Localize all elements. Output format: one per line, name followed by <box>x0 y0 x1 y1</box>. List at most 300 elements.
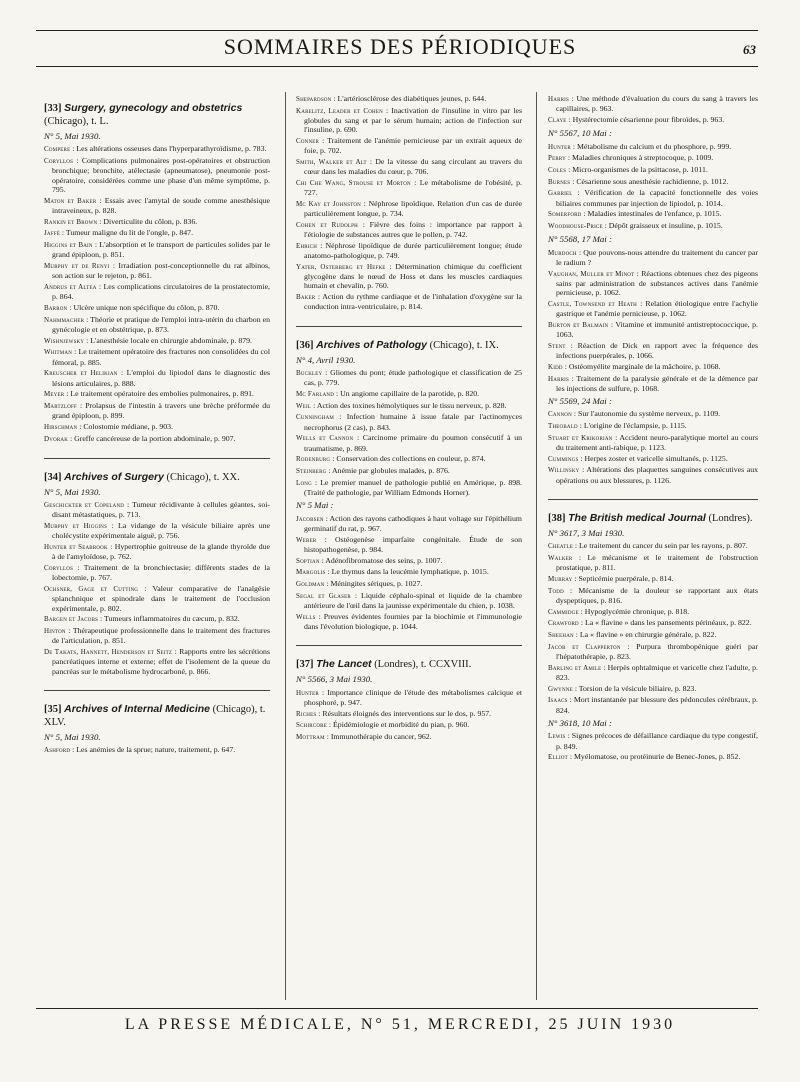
article-authors: Meyer <box>44 390 65 399</box>
article-authors: Mc Kay et Johnston <box>296 199 361 208</box>
article-entry <box>296 567 522 577</box>
article-title: : Traitement de la paralysie générale et de la démence par les injections de sulfure, p. 1068. <box>556 373 758 393</box>
section-separator <box>44 690 270 691</box>
article-entry <box>296 292 522 312</box>
article-title: : Adénofibromatose des seins, p. 1007. <box>319 555 443 565</box>
article-entry <box>44 303 270 313</box>
article-title: : Maladies chroniques à streptocoque, p. 1009. <box>565 153 714 163</box>
article-title: : L'origine de l'éclampsie, p. 1115. <box>577 421 687 431</box>
issue-line: N° 5567, 10 Mai : <box>548 128 612 139</box>
article-title: : Le thymus dans la leucémie lymphatique, p. 1015. <box>325 567 489 577</box>
article-authors: Hunter <box>548 142 571 151</box>
article-authors: Castle, Townsend et Heath <box>548 299 637 308</box>
section-separator <box>548 499 758 500</box>
article-entry <box>44 261 270 281</box>
journal-place-volume: (Londres). <box>705 513 753 525</box>
article-title: : Anémie par globules malades, p. 876. <box>326 466 450 476</box>
article-authors: Steinberg <box>296 467 327 476</box>
article-title: : Relation étiologique entre l'achylie gastrique et l'anémie pernicieuse, p. 1062. <box>556 298 759 319</box>
article-title: : Ulcère unique non spécifique du côlon, p. 870. <box>67 302 220 312</box>
article-entry <box>548 731 758 751</box>
article-authors: Karelitz, Leader et Cohen <box>296 106 383 115</box>
article-entry <box>548 574 758 584</box>
article-title: : Liquide céphalo-spinal et liquide de la chambre antérieure de l'œil dans la jaunisse expérimentale du chien, p. 1038. <box>304 590 522 610</box>
article-title: : L'absorption et le transport de particules solides par le grand épiploon, p. 851. <box>52 239 270 260</box>
article-authors: Shepardson <box>296 95 332 103</box>
article-title: : Torsion de la vésicule biliaire, p. 823. <box>572 683 697 693</box>
article-entry <box>548 630 758 640</box>
article-authors: Coryllos <box>44 156 74 165</box>
article-entry <box>296 514 522 534</box>
article-entry <box>44 521 270 541</box>
article-authors: Cummings <box>548 454 579 463</box>
article-title: : Maladies intestinales de l'enfance, p. 1015. <box>581 209 722 219</box>
article-entry <box>44 542 270 562</box>
article-authors: Jacobsen <box>296 514 324 523</box>
journal-name: The British medical Journal <box>568 512 706 525</box>
journal-place-volume: (Chicago), t. L. <box>44 116 109 127</box>
article-title: : Césarienne sous anesthésie rachidienne, p. 1012. <box>570 176 729 186</box>
article-entry <box>296 454 522 464</box>
article-title: : Hypoglycémie chronique, p. 818. <box>578 606 690 616</box>
column-2 <box>296 94 522 744</box>
article-entry <box>44 584 270 613</box>
article-title: : Hypertrophie goitreuse de la glande thyroïde due à de l'amyloïdose, p. 762. <box>52 542 270 562</box>
section-number: [33] <box>44 103 62 114</box>
article-authors: Yater, Osterberg et Hefke <box>296 262 386 271</box>
article-entry <box>44 217 270 227</box>
article-title: : Le métabolisme de l'obésité, p. 727. <box>304 177 522 198</box>
article-entry <box>548 177 758 187</box>
article-authors: Murphy et Higgins <box>44 522 108 531</box>
article-title: : Complications pulmonaires post-opératoires et obstruction bronchique; bronchite, atélectasie (apneumatose), pneumonie post-opératoire, considérées comme une phase d'un même symptôme, p. 795. <box>52 155 270 194</box>
article-entry <box>296 220 522 240</box>
section-heading <box>44 102 270 128</box>
section-heading <box>44 471 270 484</box>
article-title: : Vérification de la capacité fonctionnelle des voies biliaires communes par injection de lipiodol, p. 1014. <box>556 188 758 208</box>
article-title: : Métabolisme du calcium et du phosphore, p. 999. <box>570 141 732 151</box>
article-entry <box>548 188 758 208</box>
article-entry <box>44 336 270 346</box>
section-number: [35] <box>44 703 62 715</box>
article-entry <box>548 541 758 551</box>
article-authors: Baker <box>296 293 316 302</box>
article-entry <box>296 591 522 611</box>
article-title: : La « flavine » dans les pansements périnéaux, p. 822. <box>578 618 752 628</box>
article-entry <box>296 535 522 555</box>
article-entry <box>548 663 758 683</box>
article-entry <box>296 433 522 453</box>
article-title: : Septicémie puerpérale, p. 814. <box>572 574 674 583</box>
article-title: : Herpès ophtalmique et varicelle chez l'adulte, p. 823. <box>556 662 758 683</box>
article-authors: Vaughan, Muller et Minot <box>548 269 635 278</box>
article-authors: Cohen et Rudolph <box>296 220 358 229</box>
article-title: : Résultats éloignés des interventions sur le dos, p. 957. <box>316 708 492 718</box>
article-authors: De Takats, Hannett, Henderson et Seitz <box>44 648 173 657</box>
article-title: : Une méthode d'évaluation du cours du sang à travers les capillaires, p. 963. <box>556 94 758 114</box>
article-entry <box>548 115 758 125</box>
article-authors: Barron <box>44 303 68 312</box>
article-title: : Théorie et pratique de l'emploi intra-utérin du charbon en gynécologie et en obstétrique, p. 873. <box>52 314 270 334</box>
article-title: : Sur l'autonomie du système nerveux, p. 1109. <box>571 409 721 419</box>
article-title: : Essais avec l'amytal de soude comme anesthésique intraveineux, p. 828. <box>52 195 271 215</box>
journal-name: Archives of Pathology <box>316 338 427 351</box>
column-divider <box>536 92 537 1000</box>
article-authors: Ashford <box>44 746 71 755</box>
article-entry <box>296 579 522 589</box>
article-entry <box>296 389 522 399</box>
article-authors: Nahmmacher <box>44 315 85 324</box>
article-title: : Les complications circulatoires de la prostatectomie, p. 864. <box>52 281 270 302</box>
article-entry <box>296 94 522 104</box>
article-entry <box>548 684 758 694</box>
article-authors: Todd <box>548 586 564 595</box>
article-authors: Cammidge <box>548 607 579 616</box>
article-entry <box>296 368 522 388</box>
article-entry <box>296 262 522 291</box>
section-heading <box>296 658 522 671</box>
article-entry <box>548 153 758 163</box>
article-authors: Wishnjewsky <box>44 336 85 345</box>
article-title: : Épidémiologie et morbidité du pian, p. 960. <box>326 720 470 730</box>
article-entry <box>44 228 270 238</box>
article-entry <box>548 409 758 419</box>
article-title: : Prolapsus de l'intestin à travers une brèche préformée du grand épiploon, p. 899. <box>52 400 270 421</box>
section-heading <box>296 339 522 352</box>
article-authors: Goldman <box>296 579 325 588</box>
article-entry <box>548 269 758 298</box>
article-authors: Hirschman <box>44 422 78 431</box>
article-entry <box>44 156 270 194</box>
article-entry <box>548 221 758 231</box>
article-entry <box>44 401 270 421</box>
article-title: : Action des toxines hémolytiques sur le tissu nerveux, p. 828. <box>311 400 507 410</box>
article-authors: Wells et Cannon <box>296 434 354 443</box>
article-authors: Ehrich <box>296 241 318 250</box>
article-authors: Higgins et Bain <box>44 240 93 249</box>
article-entry <box>296 556 522 566</box>
article-authors: Rankin et Brown <box>44 217 98 226</box>
article-title: : Accident neuro-paralytique mortel au cours du traitement anti-rabique, p. 1123. <box>556 432 759 453</box>
article-entry <box>548 142 758 152</box>
article-authors: Claye <box>548 115 567 124</box>
journal-place-volume: (Chicago), t. XLV. <box>44 703 266 728</box>
article-title: : Traitement de la bronchiectasie; différents stades de la lobectomie, p. 767. <box>52 563 270 583</box>
article-entry <box>296 688 522 708</box>
article-authors: Harris <box>548 374 569 383</box>
article-entry <box>44 315 270 335</box>
article-authors: Kidd <box>548 362 563 371</box>
article-authors: Perry <box>548 154 566 163</box>
article-title: : Altérations des plaquettes sanguines consécutives aux opérations ou aux blessures, p. 1126. <box>556 465 758 485</box>
article-authors: Margolis <box>296 568 326 577</box>
article-authors: Rodenburg <box>296 455 331 464</box>
article-authors: Segal et Glaser <box>296 591 351 600</box>
article-entry <box>296 157 522 177</box>
article-title: : Traitement de l'anémie pernicieuse par un extrait aqueux de foie, p. 702. <box>304 135 522 156</box>
article-entry <box>44 647 270 676</box>
article-title: : Que pouvons-nous attendre du traitement du cancer par le radium ? <box>556 247 758 267</box>
article-authors: Riches <box>296 709 317 718</box>
article-authors: Schircore <box>296 721 327 730</box>
article-title: : Les anémies de la sprue; nature, traitement, p. 647. <box>70 745 236 755</box>
section-number: [34] <box>44 471 62 483</box>
article-authors: Coryllos <box>44 564 74 573</box>
article-authors: Harris <box>548 95 569 103</box>
article-entry <box>548 586 758 606</box>
article-authors: Andrus et Altea <box>44 282 97 291</box>
article-title: : Purpura thrombopénique guéri par l'hépatothérapie, p. 823. <box>556 641 758 662</box>
footer-masthead: LA PRESSE MÉDICALE, N° 51, MERCREDI, 25 JUIN 1930 <box>124 1016 676 1033</box>
article-title: : Réaction de Dick en rapport avec la fréquence des infections puerpérales, p. 1066. <box>556 340 758 361</box>
article-authors: Smith, Walker et Alt <box>296 157 367 166</box>
article-authors: Hunter et Seabrook <box>44 543 108 552</box>
article-title: : Herpes zoster et varicelle simultanés, p. 1125. <box>578 453 728 463</box>
article-entry <box>296 178 522 198</box>
article-authors: Crawford <box>548 619 579 628</box>
article-entry <box>548 607 758 617</box>
article-entry <box>44 500 270 520</box>
article-entry <box>296 241 522 261</box>
article-title: : L'emploi du lipiodol dans le diagnostic des lésions articulaires, p. 888. <box>52 368 271 388</box>
article-title: : L'anesthésie locale en chirurgie abdominale, p. 879. <box>84 335 252 345</box>
article-entry <box>44 389 270 399</box>
article-title: : Valeur comparative de l'analgésie splanchnique et spinodrale dans le traitement de l'occlusion expérimentale, p. 802. <box>52 584 270 613</box>
article-authors: Weil <box>296 401 312 410</box>
article-entry <box>548 94 758 114</box>
article-entry <box>296 612 522 632</box>
article-entry <box>44 614 270 624</box>
article-authors: Isaacs <box>548 696 568 705</box>
article-entry <box>44 240 270 260</box>
article-title: : Le premier manuel de pathologie publié en Amérique, p. 898. (Traité de pathologie, par William Edmonds Horner). <box>304 477 522 498</box>
article-title: : Le traitement opératoire des fractures non consolidées du col fémoral, p. 885. <box>52 347 270 367</box>
article-entry <box>44 347 270 367</box>
article-entry <box>548 248 758 268</box>
column-divider <box>285 92 286 1000</box>
article-title: : Fièvre des foins : importance par rapport à l'étiologie de substances autres que le pollen, p. 742. <box>304 219 522 240</box>
article-authors: Compere <box>44 145 71 154</box>
article-authors: Burton et Balmain <box>548 320 609 329</box>
article-authors: Martzloff <box>44 401 78 410</box>
article-entry <box>296 720 522 730</box>
article-entry <box>548 299 758 319</box>
article-authors: Maton et Baker <box>44 196 97 205</box>
column-3 <box>548 94 758 764</box>
article-entry <box>296 709 522 719</box>
article-entry <box>44 626 270 646</box>
article-authors: Murphy et de Renyi <box>44 261 110 270</box>
journal-place-volume: (Londres), t. CCXVIII. <box>371 659 472 671</box>
issue-line: N° 5 Mai : <box>296 500 334 511</box>
article-authors: Gwynne <box>548 684 573 693</box>
article-authors: Hunter <box>296 688 319 697</box>
article-authors: Sheehan <box>548 631 574 640</box>
article-authors: Theobald <box>548 422 578 431</box>
article-authors: Jaffé <box>44 229 60 238</box>
article-title: : Carcinome primaire du poumon consécutif à un traumatisme, p. 869. <box>304 433 523 453</box>
article-title: : Tumeurs inflammatoires du cæcum, p. 832. <box>98 614 240 624</box>
issue-line: N° 5566, 3 Mai 1930. <box>296 674 373 685</box>
article-authors: Wells <box>296 612 316 621</box>
article-authors: Whitman <box>44 348 73 357</box>
section-separator <box>44 458 270 459</box>
article-authors: Hinton <box>44 627 66 636</box>
article-title: : Conservation des collections en couleur, p. 874. <box>330 454 486 464</box>
article-title: : Inactivation de l'insuline in vitro par les globules du sang et par le sérum humain; action de l'infection sur l'insuline, p. 690. <box>304 105 522 135</box>
article-entry <box>548 341 758 361</box>
page-number: 63 <box>743 42 756 57</box>
article-entry <box>44 282 270 302</box>
article-title: : Rapports entre les sécrétions pancréatiques interne et externe; effet de l'isolement de la queue du pancréas sur le métabolisme hydrocarboné, p. 866. <box>52 647 270 676</box>
article-authors: Mottram <box>296 732 325 741</box>
article-authors: Lewis <box>548 732 566 741</box>
article-entry <box>548 421 758 431</box>
article-title: : Infection humaine à issue fatale par l'actinomyces necrophorus (2 cas), p. 843. <box>304 412 522 432</box>
issue-line: N° 5, Mai 1930. <box>44 131 101 141</box>
article-entry <box>548 752 758 762</box>
issue-line: N° 5569, 24 Mai : <box>548 396 612 407</box>
journal-name: The Lancet <box>316 658 372 671</box>
article-title: : Tumeur maligne du lit de l'ongle, p. 847. <box>59 228 194 238</box>
article-authors: Geschickter et Copeland <box>44 501 125 510</box>
issue-line: N° 4, Avril 1930. <box>296 354 356 365</box>
article-entry <box>296 199 522 219</box>
article-entry <box>44 144 270 154</box>
article-title: : Détermination chimique du coefficient glycogène dans le nœud de Hoss et dans les muscles cardiaques humain et chevalin, p. 760. <box>304 261 522 291</box>
article-title: : La vidange de la vésicule biliaire après une cholécystite expérimentale aiguë, p. 756. <box>52 521 271 541</box>
section-number: [37] <box>296 659 314 671</box>
article-title: : Colostomie médiane, p. 903. <box>77 421 173 431</box>
article-authors: Dvorak <box>44 434 69 443</box>
article-title: : Thérapeutique professionnelle dans le traitement des fractures de l'articulation, p. 851. <box>52 626 270 646</box>
article-entry <box>44 434 270 444</box>
article-entry <box>44 563 270 583</box>
article-authors: Walker <box>548 554 573 563</box>
article-authors: Stuart et Krikorian <box>548 433 613 442</box>
article-entry <box>548 209 758 219</box>
article-title: : Réactions obtenues chez des pigeons sains par administration de substances actives dans l'anémie pernicieuse, p. 1062. <box>556 268 758 298</box>
article-entry <box>44 422 270 432</box>
article-entry <box>548 642 758 662</box>
article-title: : Irradiation post-conceptionnelle du rat albinos, son action sur le rejeton, p. 861. <box>52 260 270 281</box>
article-authors: Jacob et Clapperton <box>548 642 621 651</box>
article-title: : Le mécanisme et le traitement de l'obstruction prostatique, p. 811. <box>556 553 758 573</box>
article-title: : Le traitement du cancer du sein par les rayons, p. 807. <box>572 541 748 551</box>
article-authors: Somerford <box>548 210 582 219</box>
journal-place-volume: (Chicago), t. XX. <box>163 471 240 483</box>
article-title: : Le traitement opératoire des embolies pulmonaires, p. 891. <box>64 389 254 399</box>
article-title: : Méningites sériques, p. 1027. <box>324 578 423 588</box>
article-authors: Buckley <box>296 369 323 378</box>
article-entry <box>296 106 522 135</box>
article-authors: Conner <box>296 136 320 145</box>
article-title: : Un angiome capillaire de la parotide, p. 820. <box>334 389 480 399</box>
footer-rule <box>36 1008 758 1009</box>
article-entry <box>44 745 270 755</box>
page-title: SOMMAIRES DES PÉRIODIQUES <box>223 34 577 59</box>
section-separator <box>296 645 522 646</box>
article-title: : De la vitesse du sang circulant au travers du cœur dans les maladies du cœur, p. 706. <box>304 156 522 177</box>
article-entry <box>548 465 758 485</box>
issue-line: N° 5, Mai 1930. <box>44 486 101 497</box>
article-authors: Murdoch <box>548 248 577 257</box>
article-title: : Gliomes du pont; étude pathologique et classification de 25 cas, p. 779. <box>304 368 522 388</box>
article-title: : Ostéomyélite marginale de la mâchoire, p. 1068. <box>562 361 721 371</box>
article-entry <box>296 401 522 411</box>
article-authors: Soptian <box>296 556 320 565</box>
article-title: : Signes précoces de défaillance cardiaque du type congestif, p. 849. <box>556 731 758 751</box>
article-title: : Action des rayons cathodiques à haut voltage sur l'épithélium germinatif du rat, p. 967. <box>304 513 522 533</box>
article-title: : Hystérectomie césarienne pour fibroïdes, p. 963. <box>566 114 725 124</box>
section-heading <box>44 703 270 729</box>
article-entry <box>44 196 270 216</box>
article-title: : Immunothérapie du cancer, 962. <box>324 731 432 741</box>
article-entry <box>548 433 758 453</box>
article-title: : Dépôt graisseux et insuline, p. 1015. <box>602 221 723 230</box>
article-title: : Diverticulite du côlon, p. 836. <box>97 216 198 226</box>
article-authors: Barling et Amile <box>548 663 602 672</box>
section-heading <box>548 512 758 525</box>
article-title: : Mort instantanée par blessure des pédoncules cérébraux, p. 824. <box>556 695 758 715</box>
article-entry <box>548 362 758 372</box>
article-title: : Néphrose lipoïdique de durée particulièrement longue; étude anatomo-pathologique, p. 749. <box>304 240 522 261</box>
article-authors: Weber <box>296 535 317 544</box>
article-entry <box>548 165 758 175</box>
article-title: : Vitamine et immunité antistreptococcique, p. 1063. <box>556 319 758 340</box>
issue-line: N° 3617, 3 Mai 1930. <box>548 528 625 539</box>
article-entry <box>548 374 758 394</box>
article-entry <box>548 454 758 464</box>
article-authors: Woodhouse-Price <box>548 222 603 230</box>
section-number: [38] <box>548 513 566 525</box>
article-entry <box>296 412 522 432</box>
issue-line: N° 5568, 17 Mai : <box>548 234 612 245</box>
article-authors: Gabriel <box>548 189 573 198</box>
journal-name: Archives of Internal Medicine <box>64 702 210 715</box>
article-authors: Burnes <box>548 177 571 186</box>
article-entry <box>296 478 522 498</box>
article-authors: Long <box>296 478 312 487</box>
article-title: : Importance clinique de l'étude des métabolismes calcique et phosphoré, p. 947. <box>304 687 522 707</box>
section-number: [36] <box>296 339 314 351</box>
article-authors: Willinsky <box>548 466 580 475</box>
article-title: : Action du rythme cardiaque et de l'inhalation d'oxygène sur la conduction intra-ventriculaire, p. 814. <box>304 292 522 312</box>
article-authors: Bargen et Jacobs <box>44 615 99 624</box>
header-rule-bottom <box>36 66 758 67</box>
section-separator <box>296 326 522 327</box>
journal-name: Archives of Surgery <box>64 470 164 483</box>
article-authors: Cunningham <box>296 413 335 422</box>
article-title: : Preuves évidentes fournies par la biochimie et l'immunologie dans l'évolution biologique, p. 1044. <box>304 611 522 631</box>
article-authors: Elliot <box>548 753 568 762</box>
article-authors: Coles <box>548 165 567 174</box>
article-title: : L'artériosclérose des diabétiques jeunes, p. 644. <box>331 94 487 103</box>
article-entry <box>296 136 522 156</box>
journal-place-volume: (Chicago), t. IX. <box>426 339 499 351</box>
article-title: : Greffe cancéreuse de la portion abdominale, p. 907. <box>68 433 236 443</box>
article-entry <box>296 732 522 742</box>
issue-line: N° 5, Mai 1930. <box>44 731 101 742</box>
article-entry <box>548 553 758 573</box>
article-authors: Mc Farland <box>296 390 335 399</box>
article-authors: Cannon <box>548 410 572 419</box>
article-title: : Les altérations osseuses dans l'hyperparathyroïdisme, p. 783. <box>70 144 267 154</box>
article-authors: Cheatle <box>548 542 573 551</box>
article-entry <box>44 368 270 388</box>
header-rule-top <box>36 30 758 31</box>
article-title: : Micro-organismes de la psittacose, p. 1011. <box>566 164 708 174</box>
